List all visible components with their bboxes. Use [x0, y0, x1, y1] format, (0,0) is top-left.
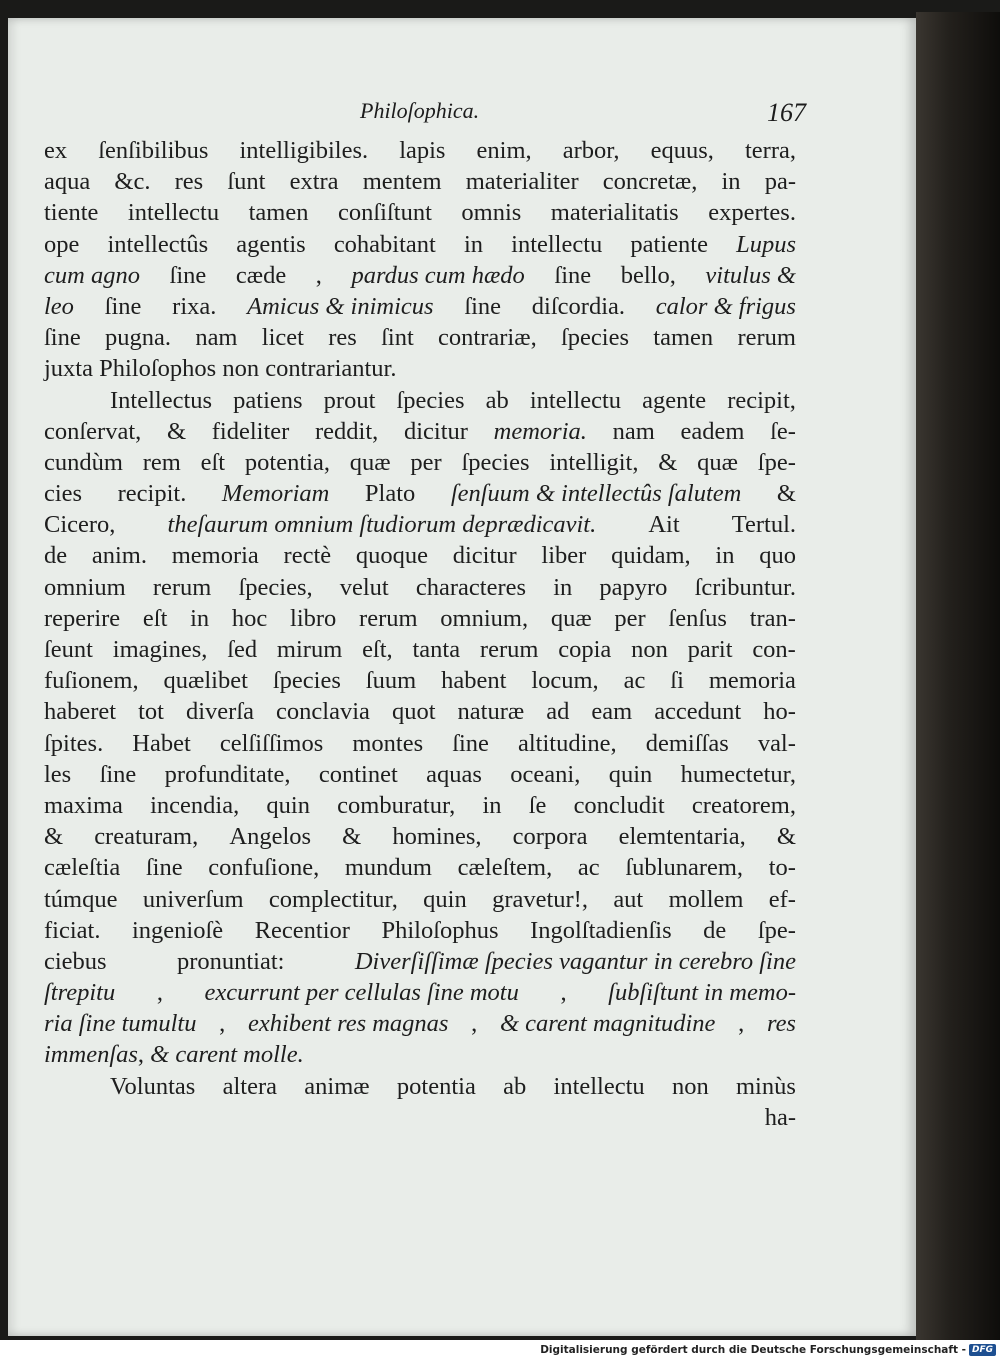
text-word: hoc — [231, 604, 268, 632]
text-word: ab — [503, 1072, 527, 1100]
italic-text: calor & frigus — [655, 292, 796, 320]
text-word: tran- — [749, 604, 796, 632]
text-word: per — [614, 604, 646, 632]
text-word: , — [219, 1010, 226, 1038]
text-word: , — [315, 261, 322, 289]
text-word: reddit, — [315, 417, 379, 445]
text-word: cundùm — [44, 448, 123, 476]
text-word: bello, — [620, 261, 676, 289]
text-word: ac — [577, 854, 600, 882]
text-word: recipit, — [727, 386, 796, 414]
text-word: mirum — [276, 636, 343, 663]
text-word: intelligit, — [549, 448, 639, 476]
text-word: patiens — [233, 386, 303, 414]
text-word: túmque — [44, 885, 118, 913]
text-word: & — [342, 823, 362, 851]
text-word: altera — [222, 1072, 277, 1100]
text-word: quælibet — [163, 667, 248, 695]
text-word: res — [174, 168, 204, 196]
text-word: conclavia — [276, 698, 370, 726]
text-line — [44, 416, 796, 447]
text-word: profunditate, — [164, 760, 291, 788]
text-word: ſpecies — [272, 667, 341, 695]
text-word: & — [776, 823, 796, 851]
italic-text: Lupus — [736, 230, 796, 258]
text-word: in — [190, 604, 210, 632]
text-word: complectitur, — [268, 885, 398, 913]
text-line — [44, 478, 796, 509]
text-word: demiſſas — [645, 729, 729, 757]
text-word: cæleſtia — [44, 854, 121, 882]
text-word: & — [658, 448, 678, 476]
text-line — [44, 946, 796, 977]
text-word: in — [721, 168, 741, 196]
text-word: diſcordia. — [531, 292, 625, 320]
text-word: pa- — [764, 168, 796, 196]
text-word: ciebus — [44, 947, 107, 975]
text-word: celſiſſimos — [219, 729, 324, 757]
text-word: contrariæ, — [438, 324, 537, 352]
text-word: eadem — [680, 417, 745, 445]
text-word: mundum — [344, 854, 432, 882]
italic-text: & carent magnitudine — [499, 1010, 716, 1038]
italic-text: cum agno — [44, 261, 140, 289]
text-word: Ait — [648, 511, 680, 539]
text-word: de — [44, 542, 68, 570]
text-word: ſublunarem, — [625, 854, 744, 882]
text-word: omnium, — [440, 604, 529, 632]
italic-text: res — [766, 1010, 796, 1038]
text-word: accedunt — [654, 698, 742, 726]
italic-text: & carent molle. — [150, 1041, 304, 1069]
text-word: agente — [642, 386, 707, 414]
text-line — [44, 197, 796, 228]
text-word: non — [631, 636, 668, 663]
text-word: elemtentaria, — [618, 823, 746, 851]
text-word: univerſum — [142, 885, 244, 913]
text-word: prout — [323, 386, 376, 414]
text-word: enim, — [476, 137, 532, 164]
text-line — [44, 603, 796, 634]
text-word: de — [703, 916, 727, 944]
text-word: ab — [485, 386, 509, 414]
text-word: materialiter — [465, 168, 579, 196]
italic-text: immenſas — [44, 1041, 138, 1069]
text-line — [44, 977, 796, 1008]
text-word: ſpe- — [757, 448, 796, 476]
text-line — [44, 852, 796, 883]
text-word: intellectu — [553, 1072, 645, 1100]
text-word: corpora — [512, 823, 588, 851]
text-word: in — [463, 230, 484, 258]
text-word: , — [471, 1010, 478, 1038]
text-word: ſpecies — [461, 448, 530, 476]
text-word: comburatur, — [337, 791, 456, 819]
text-word: haberet — [44, 698, 117, 726]
italic-text: Diverſiſſimæ ſpecies vagantur in cerebro ſine — [354, 947, 796, 975]
italic-text: ſubſiſtunt in memo- — [608, 979, 796, 1007]
text-word: arbor, — [562, 137, 620, 164]
text-line — [44, 509, 796, 540]
text-word: extra — [289, 168, 339, 196]
text-line — [44, 884, 796, 915]
text-word: & — [44, 823, 64, 851]
text-word: rerum — [479, 636, 539, 663]
text-word: recipit. — [117, 480, 187, 508]
text-word: terra, — [744, 137, 796, 164]
text-line — [44, 728, 796, 759]
italic-text: ria ſine tumultu — [44, 1010, 197, 1038]
dfg-logo: DFG — [969, 1344, 996, 1356]
footer — [540, 1342, 996, 1358]
text-word: concludit — [573, 791, 665, 819]
italic-text: ſtrepitu — [44, 979, 116, 1007]
text-word: anim. — [91, 542, 147, 570]
running-head: Philoſophica. — [360, 98, 480, 123]
text-word: rerum — [359, 604, 418, 632]
text-word: animæ — [304, 1072, 370, 1100]
text-line — [44, 821, 796, 852]
text-word: rerum — [737, 324, 796, 352]
text-word: ſe — [528, 791, 547, 819]
text-word: ſine — [169, 261, 207, 289]
text-word: patiente — [630, 230, 708, 258]
text-line — [44, 260, 796, 291]
text-word: res — [328, 324, 357, 352]
text-line — [44, 572, 796, 603]
text-segment: , — [137, 1041, 151, 1069]
text-word: con- — [752, 636, 796, 663]
text-word: ſine — [554, 261, 592, 289]
italic-text: exhibent res magnas — [247, 1010, 449, 1038]
text-word: fuſionem, — [44, 667, 139, 695]
text-word: &c. — [114, 168, 151, 196]
text-word: quæ — [349, 448, 391, 476]
text-line — [44, 1071, 796, 1102]
text-word: ſenſibilibus — [98, 137, 209, 164]
text-word: in — [553, 573, 573, 601]
text-line — [44, 166, 796, 197]
text-word: in — [482, 791, 502, 819]
body-text — [44, 135, 796, 1133]
text-word: materialitatis — [550, 199, 679, 227]
text-word: cies — [44, 480, 83, 508]
footer-text: Digitalisierung gefördert durch die Deutsche Forschungsgemeinschaft - — [540, 1344, 966, 1356]
text-word: ſine — [452, 729, 489, 757]
text-word: creaturam, — [94, 823, 199, 851]
text-word: aqua — [44, 168, 91, 196]
text-line — [44, 1102, 796, 1133]
text-word: oceani, — [510, 760, 581, 788]
text-word: per — [410, 448, 442, 476]
text-word: incendia, — [150, 791, 240, 819]
text-word: ſpecies — [560, 324, 630, 352]
text-word: ſed — [227, 636, 258, 663]
text-word: liber — [541, 542, 587, 570]
text-segment: ha- — [764, 1103, 796, 1131]
text-word: dicitur — [452, 542, 517, 570]
page-number: 167 — [767, 98, 806, 127]
text-word: concretæ, — [602, 168, 698, 196]
text-word: diverſa — [186, 698, 255, 726]
text-word: ad — [546, 698, 570, 726]
text-word: omnium — [44, 573, 126, 601]
text-line — [44, 447, 796, 478]
text-word: ſine — [145, 854, 183, 882]
text-line — [44, 291, 796, 322]
text-line — [44, 665, 796, 696]
text-word: intellectu — [511, 230, 603, 258]
text-word: Plato — [364, 480, 416, 508]
text-word: Philoſophus — [381, 916, 499, 944]
text-word: lapis — [399, 137, 446, 164]
italic-text: excurrunt per cellulas ſine motu — [204, 979, 519, 1007]
text-line — [44, 634, 796, 665]
text-word: memoria — [708, 667, 796, 695]
text-word: quæ — [697, 448, 738, 476]
text-line — [44, 135, 796, 166]
text-word: copia — [558, 636, 612, 663]
text-word: ingenioſè — [131, 916, 224, 944]
text-word: quin — [608, 760, 653, 788]
book-edge — [916, 12, 1000, 1340]
text-word: ſine — [464, 292, 502, 320]
text-word: tiente — [44, 199, 99, 227]
text-word: ſpe- — [757, 916, 796, 944]
italic-text: memoria. — [493, 417, 587, 445]
text-word: equus, — [650, 137, 714, 164]
text-word: potentia, — [244, 448, 330, 476]
text-line — [44, 915, 796, 946]
text-word: graveturǃ, — [492, 885, 588, 913]
text-word: Voluntas — [110, 1072, 196, 1100]
text-word: habent — [441, 667, 507, 695]
text-word: ſpecies, — [238, 573, 313, 601]
text-word: ſuum — [365, 667, 417, 695]
text-word: quot — [391, 698, 436, 726]
text-word: eſt — [142, 604, 168, 632]
text-word: licet — [261, 324, 304, 352]
text-line — [44, 1008, 796, 1039]
text-word: ope — [44, 230, 80, 258]
text-word: ſcribuntur. — [694, 573, 796, 601]
text-word: ſi — [670, 667, 684, 695]
text-segment: juxta Philoſophos non contrariantur. — [44, 355, 397, 383]
text-word: , — [738, 1010, 745, 1038]
text-line — [44, 696, 796, 727]
text-word: fideliter — [211, 417, 290, 445]
text-word: les — [44, 760, 72, 788]
text-line — [44, 790, 796, 821]
text-word: libro — [290, 604, 337, 632]
text-word: ſenſus — [668, 604, 727, 632]
italic-text: vitulus & — [705, 261, 796, 289]
text-word: , — [156, 979, 163, 1007]
text-line — [44, 353, 796, 384]
text-word: quin — [266, 791, 310, 819]
text-word: quoque — [355, 542, 428, 570]
text-line — [44, 229, 796, 260]
text-word: ſpites. — [44, 729, 104, 757]
text-word: rixa. — [172, 292, 217, 320]
text-line — [44, 540, 796, 571]
italic-text: Amicus & inimicus — [247, 292, 434, 320]
text-word: Recentior — [254, 916, 350, 944]
text-line — [44, 322, 796, 353]
text-word: mollem — [668, 885, 744, 913]
text-word: ef- — [768, 885, 796, 913]
text-word: aquas — [426, 760, 482, 788]
text-word: ſint — [381, 324, 414, 352]
text-word: ac — [623, 667, 646, 695]
italic-text: theſaurum omnium ſtudiorum deprædicavit. — [167, 511, 597, 539]
text-word: & — [776, 480, 796, 508]
text-word: conſiſtunt — [337, 199, 432, 227]
text-word: val- — [757, 729, 796, 757]
text-word: Tertul. — [731, 511, 796, 539]
text-word: ex — [44, 137, 68, 164]
text-word: cæleſtem, — [457, 854, 553, 882]
text-word: intellectu — [127, 199, 220, 227]
text-word: intellectûs — [107, 230, 209, 258]
text-word: expertes. — [708, 199, 796, 227]
text-word: characteres — [415, 573, 527, 601]
italic-text: leo — [44, 292, 74, 320]
text-word: continet — [318, 760, 398, 788]
text-word: ſunt — [227, 168, 266, 196]
text-word: ſine — [99, 760, 137, 788]
text-word: nam — [195, 324, 238, 352]
text-word: tanta — [412, 636, 461, 663]
text-word: altitudine, — [518, 729, 617, 757]
text-word: intelligibiles. — [239, 137, 369, 164]
text-word: conſervat, — [44, 417, 142, 445]
text-word: ſeunt — [44, 636, 93, 663]
text-word: papyro — [599, 573, 668, 601]
text-word: ſine — [104, 292, 142, 320]
text-word: velut — [339, 573, 389, 601]
italic-text: Memoriam — [221, 480, 330, 508]
text-word: ficiat. — [44, 916, 101, 944]
text-word: ſe- — [770, 417, 796, 445]
italic-text: pardus cum hædo — [351, 261, 525, 289]
text-word: parit — [687, 636, 733, 663]
text-word: confuſione, — [208, 854, 320, 882]
page-header — [360, 98, 810, 134]
text-word: pronuntiat: — [176, 947, 285, 975]
text-word: Cicero, — [44, 511, 116, 539]
text-word: ho- — [763, 698, 796, 726]
text-word: pugna. — [105, 324, 172, 352]
text-word: quidam, — [611, 542, 691, 570]
text-word: homines, — [392, 823, 482, 851]
text-word: aut — [613, 885, 644, 913]
text-word: dicitur — [403, 417, 468, 445]
text-word: naturæ — [457, 698, 525, 726]
text-word: rem — [142, 448, 181, 476]
italic-text: ſenſuum & intellectûs ſalutem — [450, 480, 742, 508]
text-word: rerum — [152, 573, 212, 601]
text-word: Habet — [132, 729, 191, 757]
text-word: reperire — [44, 604, 121, 632]
text-word: & — [166, 417, 187, 445]
text-word: Angelos — [229, 823, 312, 851]
text-word: , — [560, 979, 567, 1007]
text-word: imagines, — [112, 636, 208, 663]
text-word: memoria — [171, 542, 259, 570]
text-word: quæ — [550, 604, 592, 632]
text-word: creatorem, — [691, 791, 796, 819]
text-word: minùs — [736, 1072, 796, 1100]
text-word: agentis — [236, 230, 306, 258]
text-word: locum, — [531, 667, 599, 695]
text-word: Intellectus — [110, 386, 213, 414]
text-word: tot — [138, 698, 164, 726]
text-word: intellectu — [529, 386, 622, 414]
text-word: cohabitant — [333, 230, 436, 258]
text-word: in — [715, 542, 735, 570]
text-word: to- — [768, 854, 796, 882]
text-word: potentia — [396, 1072, 476, 1100]
text-word: mentem — [362, 168, 442, 196]
text-word: eam — [591, 698, 633, 726]
text-word: rectè — [283, 542, 332, 570]
text-word: montes — [352, 729, 424, 757]
text-word: ſpecies — [396, 386, 465, 414]
text-word: eſt — [200, 448, 226, 476]
text-word: maxima — [44, 791, 123, 819]
text-word: quo — [759, 542, 796, 570]
text-line — [44, 385, 796, 416]
text-word: ſine — [44, 324, 81, 352]
text-word: quin — [423, 885, 467, 913]
text-line — [44, 759, 796, 790]
text-word: humectetur, — [680, 760, 796, 788]
text-word: cæde — [235, 261, 287, 289]
text-word: eſt, — [362, 636, 393, 663]
text-word: non — [671, 1072, 709, 1100]
text-word: tamen — [248, 199, 309, 227]
text-word: tamen — [653, 324, 714, 352]
text-word: nam — [612, 417, 655, 445]
text-line — [44, 1039, 796, 1070]
text-word: Ingolſtadienſis — [530, 916, 672, 944]
text-word: omnis — [461, 199, 522, 227]
